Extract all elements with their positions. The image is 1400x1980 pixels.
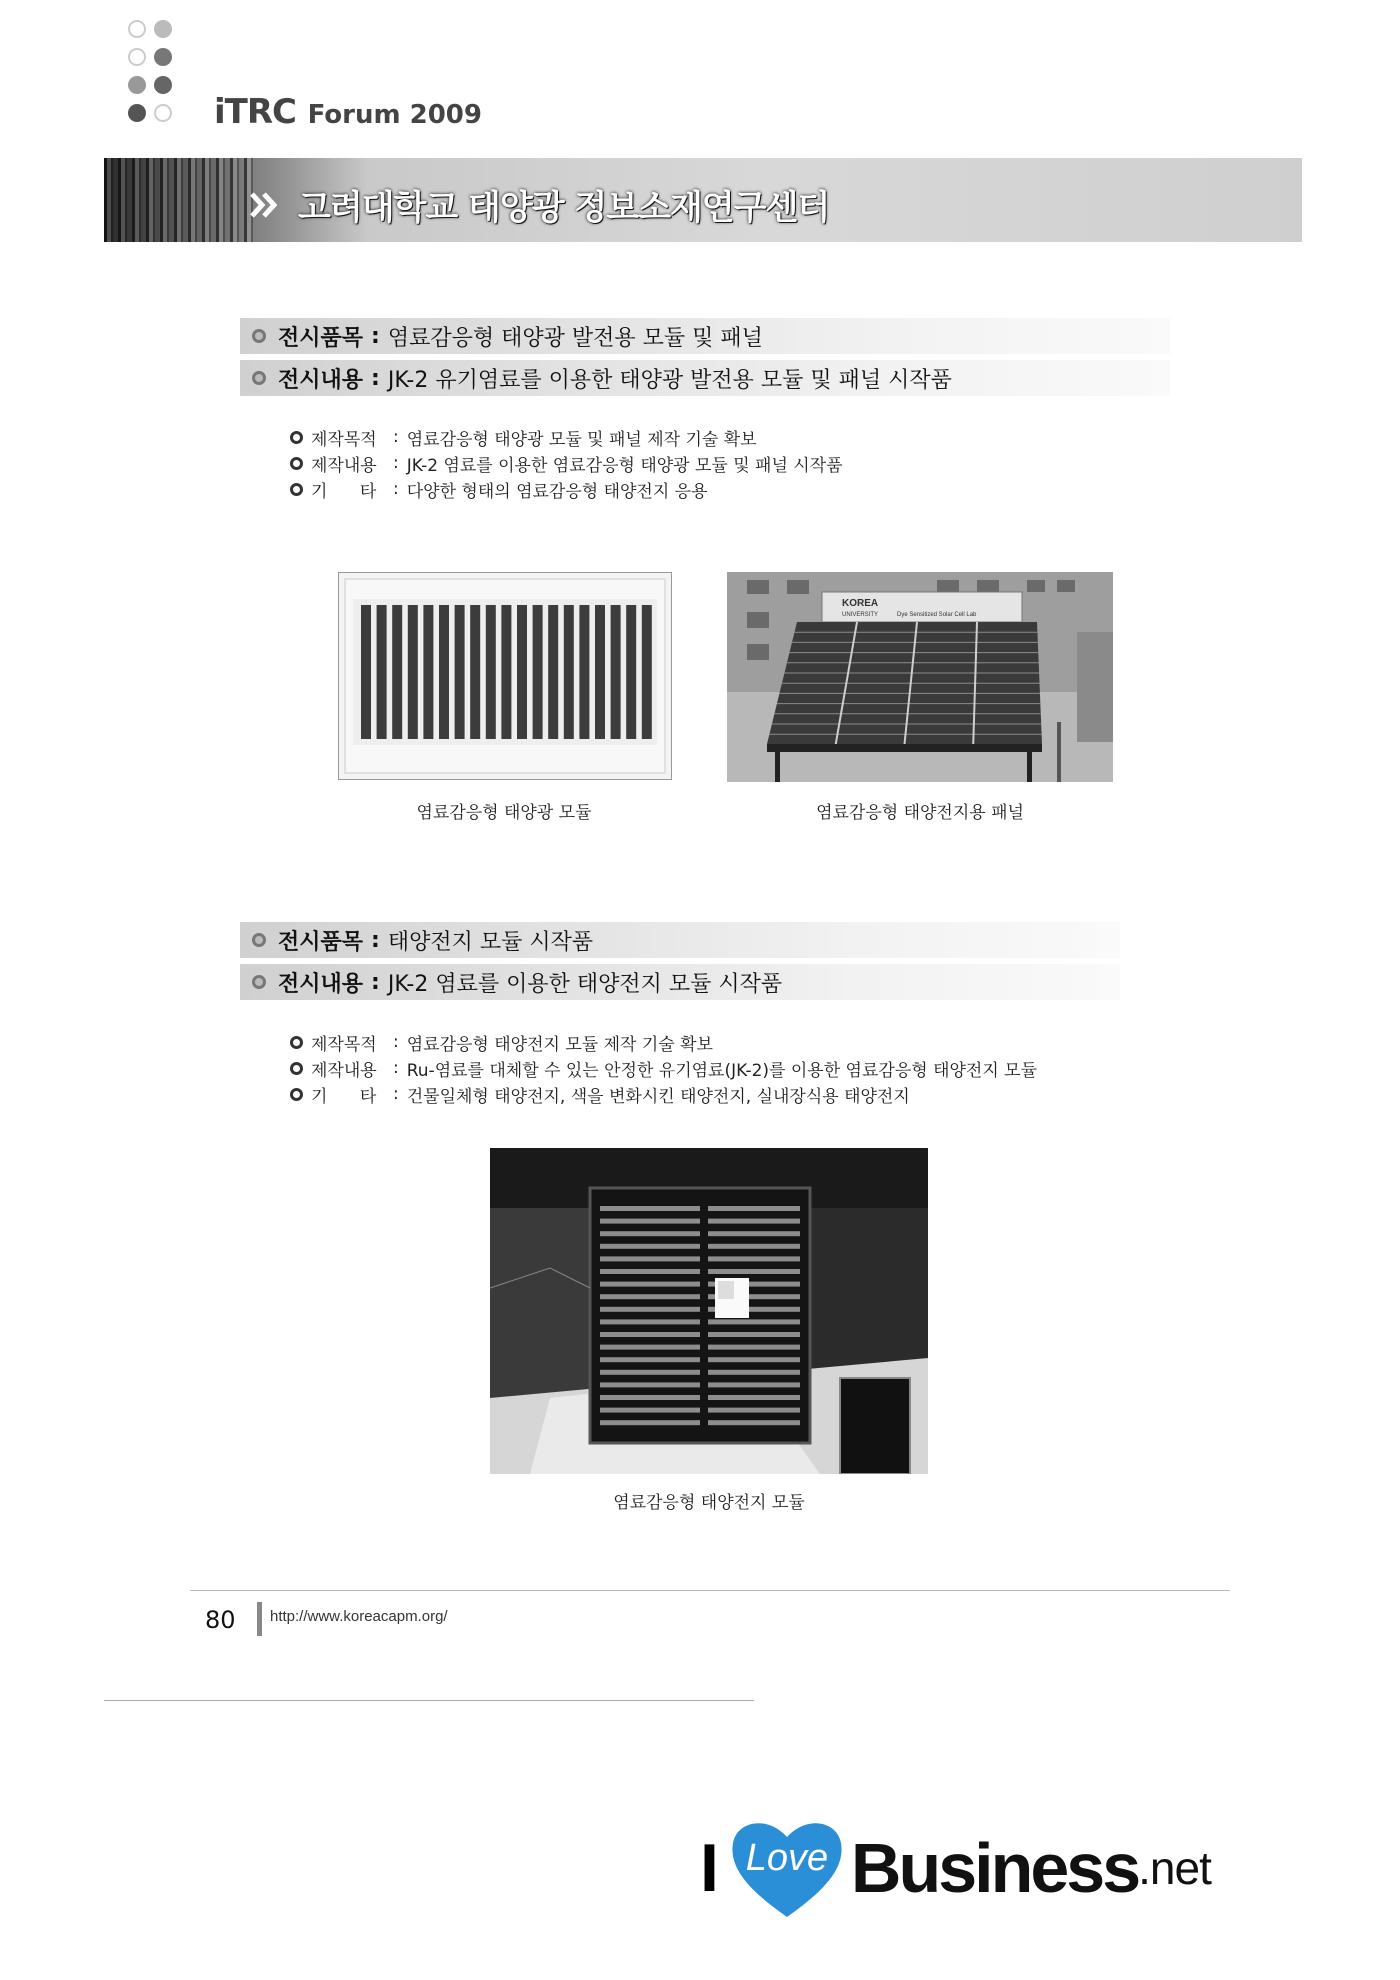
item-value: 염료감응형 태양광 발전용 모듈 및 패널 [387, 325, 763, 351]
section1-item-row [252, 318, 763, 354]
detail-value: JK-2 염료를 이용한 염료감응형 태양광 모듈 및 패널 시작품 [406, 455, 843, 476]
logo-itrc: iTRC [214, 92, 296, 132]
brand-net: .net [1138, 1842, 1211, 1894]
footer-rule [190, 1590, 1230, 1591]
detail-key: 기 타 [311, 1086, 377, 1107]
double-chevron-icon [250, 190, 286, 220]
circle-bullet-icon [252, 933, 266, 947]
ring-bullet-icon [290, 1088, 303, 1101]
detail-key: 제작목적 [311, 429, 377, 450]
separator: : [393, 479, 399, 499]
section1-content-row [252, 360, 952, 396]
banner-stripes [104, 158, 254, 242]
detail-value: 다양한 형태의 염료감응형 태양전지 응용 [406, 481, 708, 502]
detail-value: 건물일체형 태양전지, 색을 변화시킨 태양전지, 실내장식용 태양전지 [406, 1086, 910, 1107]
separator: : [371, 365, 380, 391]
separator: : [371, 323, 380, 349]
detail-row [290, 1056, 1037, 1080]
detail-row [290, 425, 757, 449]
separator: : [371, 927, 380, 953]
footer-url[interactable]: http://www.koreacapm.org/ [270, 1608, 448, 1625]
separator: : [393, 453, 399, 473]
item-value: 태양전지 모듈 시작품 [387, 929, 594, 955]
detail-value: 염료감응형 태양광 모듈 및 패널 제작 기술 확보 [406, 429, 757, 450]
brand-i: I [700, 1830, 719, 1906]
item-key: 전시품목 [278, 325, 364, 351]
panel-caption: 염료감응형 태양전지용 패널 [816, 803, 1024, 823]
page-number: 80 [205, 1606, 236, 1634]
ring-bullet-icon [290, 483, 303, 496]
detail-row [290, 1030, 713, 1054]
ring-bullet-icon [290, 1036, 303, 1049]
detail-key: 기 타 [311, 481, 377, 502]
separator: : [393, 427, 399, 447]
logo-forum-year: Forum 2009 [307, 100, 482, 130]
circle-bullet-icon [252, 975, 266, 989]
detail-value: 염료감응형 태양전지 모듈 제작 기술 확보 [406, 1034, 713, 1055]
solar-cell-module-photo [490, 1148, 928, 1474]
separator: : [371, 969, 380, 995]
sign-lab: Dye Sensitized Solar Cell Lab [897, 612, 977, 618]
ring-bullet-icon [290, 431, 303, 444]
content-key: 전시내용 [278, 367, 364, 393]
sign-korea: KOREA [842, 598, 879, 609]
circle-bullet-icon [252, 371, 266, 385]
brand-business: Business [850, 1829, 1139, 1907]
module-photo [338, 572, 672, 780]
detail-key: 제작목적 [311, 1034, 377, 1055]
content-value: JK-2 유기염료를 이용한 태양광 발전용 모듈 및 패널 시작품 [387, 367, 952, 393]
banner-heading [250, 180, 829, 229]
bottom-rule [104, 1700, 754, 1701]
content-value: JK-2 염료를 이용한 태양전지 모듈 시작품 [387, 971, 783, 997]
content-key: 전시내용 [278, 971, 364, 997]
decorative-dot-grid [128, 20, 182, 132]
ilovebusiness-brand [700, 1808, 1211, 1928]
section2-content-row [252, 964, 782, 1000]
circle-bullet-icon [252, 329, 266, 343]
item-key: 전시품목 [278, 929, 364, 955]
detail-row [290, 1082, 910, 1106]
panel-photo [727, 572, 1113, 782]
detail-key: 제작내용 [311, 455, 377, 476]
ring-bullet-icon [290, 457, 303, 470]
detail-value: Ru-염료를 대체할 수 있는 안정한 유기염료(JK-2)를 이용한 염료감응형 태양전지 모듈 [406, 1060, 1037, 1081]
heart-icon [727, 1813, 847, 1923]
module-caption: 염료감응형 태양광 모듈 [416, 803, 592, 823]
separator: : [393, 1032, 399, 1052]
separator: : [393, 1058, 399, 1078]
separator: : [393, 1084, 399, 1104]
detail-key: 제작내용 [311, 1060, 377, 1081]
brand-love: Love [745, 1837, 829, 1879]
sign-university: UNIVERSITY [842, 612, 879, 618]
page-title: 고려대학교 태양광 정보소재연구센터 [298, 188, 830, 228]
detail-row [290, 451, 843, 475]
solar-cell-module-caption: 염료감응형 태양전지 모듈 [613, 1493, 805, 1513]
itrc-forum-logo [214, 92, 482, 132]
detail-row [290, 477, 708, 501]
ring-bullet-icon [290, 1062, 303, 1075]
footer-bar [257, 1602, 262, 1636]
section2-item-row [252, 922, 593, 958]
